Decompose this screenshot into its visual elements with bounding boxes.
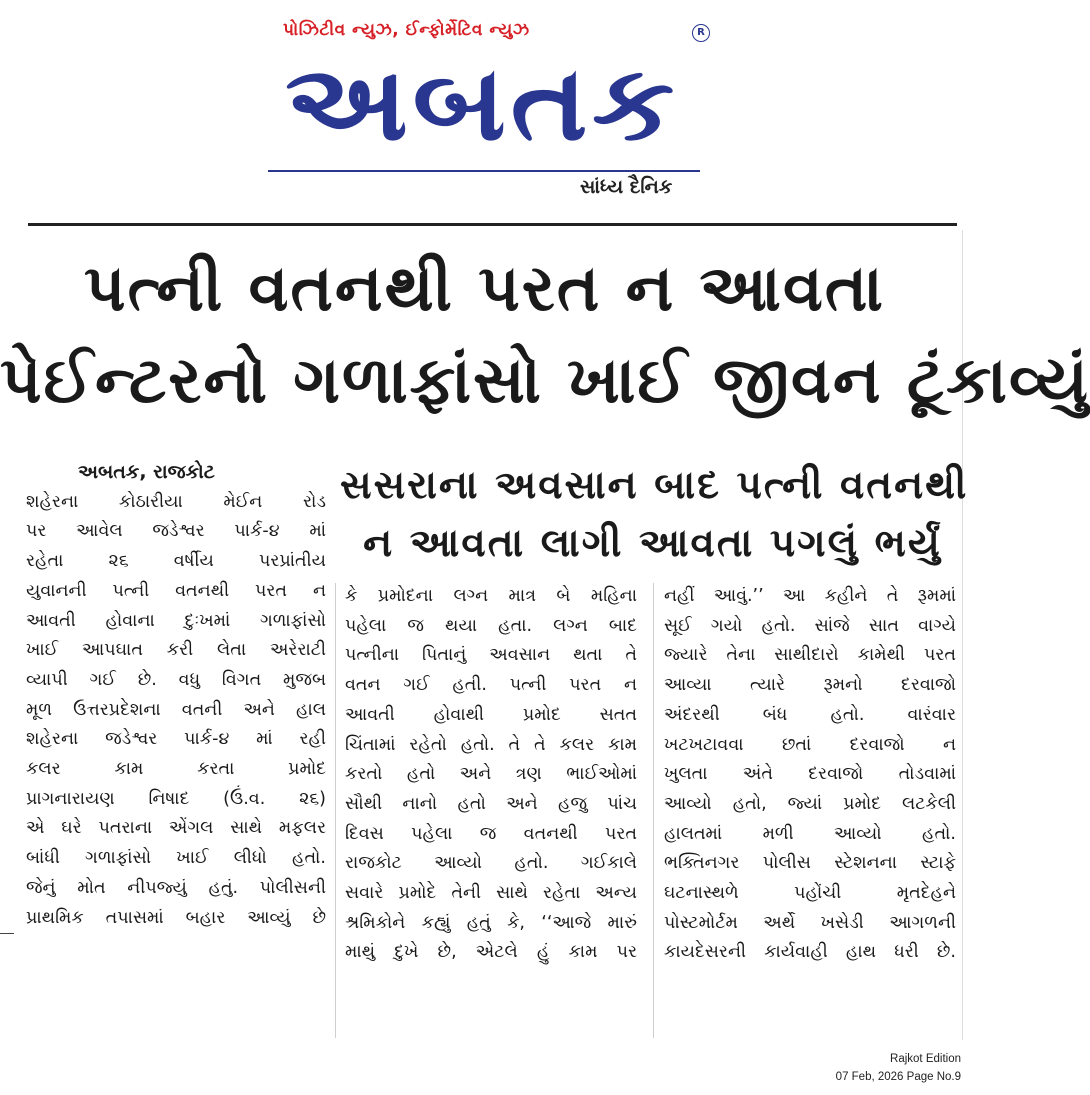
article-line: રહેતા ૨૬ વર્ષીય પરપ્રાંતીય	[26, 551, 326, 572]
article-line: પર આવેલ જડેશ્વર પાર્ક-૪ માં	[26, 521, 326, 542]
article-line: દિવસ પહેલા જ વતનથી પરત	[345, 823, 637, 844]
article-line: યુવાનની પત્ની વતનથી પરત ન	[26, 580, 326, 601]
article-line: કે પ્રમોદના લગ્ન માત્ર બે મહિના	[345, 586, 637, 606]
article-line: પત્નીના પિતાનું અવસાન થતા તે	[345, 645, 637, 666]
edition-name: Rajkot Edition	[890, 1053, 961, 1065]
article-line: શ્રમિકોને કહ્યું હતું કે, ‘‘આજે મારું	[345, 912, 637, 933]
article-line: સૂઈ ગયો હતો. સાંજે સાત વાગ્યે	[664, 615, 956, 636]
article-line: આવતી હોવાના દુઃખમાં ગળાફાંસો	[26, 610, 326, 631]
article-line: આવતી હોવાથી પ્રમોદ સતત	[345, 704, 637, 725]
article-line: આવ્યા ત્યારે રૂમનો દરવાજો	[664, 675, 956, 696]
article-line: નહીં આવું.’’ આ કહીને તે રૂમમાં	[664, 586, 956, 606]
article-byline: અબતક, રાજકોટ	[78, 461, 215, 483]
edition-date-page: 07 Feb, 2026 Page No.9	[835, 1071, 961, 1083]
article-line: વતન ગઈ હતી. પત્ની પરત ન	[345, 675, 637, 696]
article-line: અંદરથી બંધ હતો. વારંવાર	[664, 704, 956, 725]
article-line: પ્રાથમિક તપાસમાં બહાર આવ્યું છે	[26, 907, 326, 928]
article-line: વ્યાપી ગઈ છે. વધુ વિગત મુજબ	[26, 669, 326, 690]
article-line: બાંધી ગળાફાંસો ખાઈ લીધો હતો.	[26, 848, 326, 869]
margin-tick	[0, 933, 14, 934]
article-line: જ્યારે તેના સાથીદારો કામેથી પરત	[664, 645, 956, 666]
article-line: ઘટનાસ્થળે પહોંચી મૃતદેહને	[664, 883, 956, 904]
headline-line-1: પત્ની વતનથી પરત ન આવતા	[84, 252, 885, 326]
article-line: ભક્તિનગર પોલીસ સ્ટેશનના સ્ટાફે	[664, 853, 956, 874]
article-line: હાલતમાં મળી આવ્યો હતો.	[664, 823, 956, 844]
article-line: ચિંતામાં રહેતો હતો. તે તે કલર કામ	[345, 734, 637, 755]
article-line: પ્રાગનારાયણ નિષાદ (ઉં.વ. ૨૬)	[26, 788, 326, 809]
article-line: પહેલા જ થયા હતા. લગ્ન બાદ	[345, 615, 637, 636]
article-line: રાજકોટ આવ્યો હતો. ગઈકાલે	[345, 853, 637, 874]
registered-mark-icon: R	[692, 24, 710, 42]
article-line: ખટખટાવવા છતાં દરવાજો ન	[664, 734, 956, 755]
article-line: સૌથી નાનો હતો અને હજુ પાંચ	[345, 793, 637, 814]
article-line: જેનું મોત નીપજ્યું હતું. પોલીસની	[26, 877, 326, 898]
newspaper-logo: અબતક	[285, 42, 679, 164]
headline-line-2: પેઈન્ટરનો ગળાફાંસો ખાઈ જીવન ટૂંકાવ્યું	[0, 344, 1090, 418]
article-line: કલર કામ કરતા પ્રમોદ	[26, 759, 326, 780]
subheadline-line-2: ન આવતા લાગી આવતા પગલું ભર્યું	[363, 521, 942, 566]
logo-underline	[268, 170, 700, 172]
masthead-subtitle: સાંધ્ય દૈનિક	[580, 176, 673, 198]
article-line: માથું દુખે છે, એટલે હું કામ પર	[345, 942, 637, 963]
article-line: એ ઘરે પતરાના એંગલ સાથે મફલર	[26, 818, 326, 839]
article-line: કરતો હતો અને ત્રણ ભાઈઓમાં	[345, 764, 637, 785]
article-line: શહેરના જડેશ્વર પાર્ક-૪ માં રહી	[26, 729, 326, 750]
article-line: મૂળ ઉત્તરપ્રદેશના વતની અને હાલ	[26, 699, 326, 720]
article-column-2	[345, 582, 637, 968]
article-column-3	[664, 582, 956, 968]
article-line: કાયદેસરની કાર્યવાહી હાથ ધરી છે.	[664, 942, 956, 963]
column-divider	[335, 583, 336, 1038]
masthead	[0, 0, 969, 215]
article-line: આવ્યો હતો, જ્યાં પ્રમોદ લટકેલી	[664, 793, 956, 814]
article-line: ખાઈ આપઘાત કરી લેતા અરેરાટી	[26, 640, 326, 661]
article-line: પોસ્ટમોર્ટમ અર્થે ખસેડી આગળની	[664, 912, 956, 933]
edition-info	[836, 1050, 961, 1086]
article-column-1	[26, 458, 326, 933]
article-line: શહેરના કોઠારીયા મેઈન રોડ	[26, 491, 326, 512]
masthead-tagline: પોઝિટીવ ન્યુઝ, ઈન્ફોર્મેટિવ ન્યુઝ	[283, 20, 530, 40]
subheadline-line-1: સસરાના અવસાન બાદ પત્ની વતનથી	[340, 463, 969, 508]
header-divider	[28, 223, 957, 226]
column-divider	[653, 583, 654, 1038]
article-line: ખુલતા અંતે દરવાજો તોડવામાં	[664, 764, 956, 785]
article-line: સવારે પ્રમોદે તેની સાથે રહેતા અન્ય	[345, 883, 637, 904]
